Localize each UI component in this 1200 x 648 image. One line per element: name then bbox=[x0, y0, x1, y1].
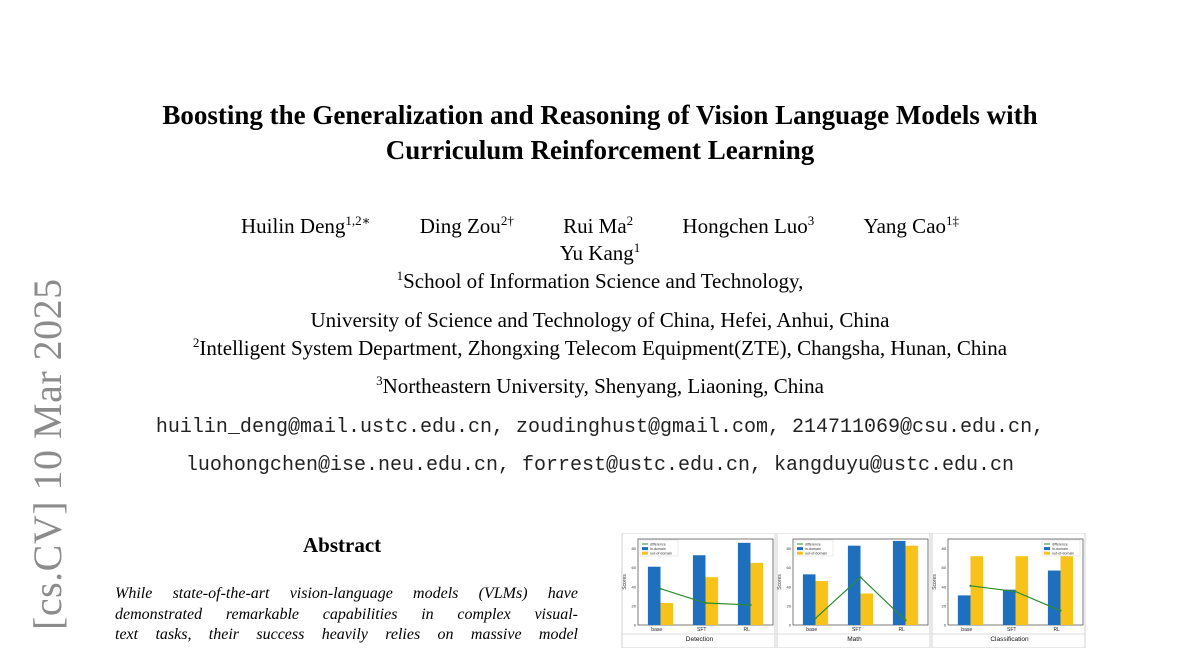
title-line-2: Curriculum Reinforcement Learning bbox=[385, 135, 815, 165]
difference-point bbox=[1014, 590, 1016, 592]
x-tick-label: RL bbox=[898, 627, 905, 633]
bar-in-domain bbox=[1048, 571, 1061, 625]
bar-in-domain bbox=[893, 541, 906, 625]
bar-in-domain bbox=[803, 574, 816, 625]
legend-label: difference bbox=[650, 542, 666, 547]
author-name: Rui Ma bbox=[563, 214, 627, 238]
affiliation-text: School of Information Science and Technology, bbox=[403, 269, 804, 293]
difference-point bbox=[814, 617, 816, 619]
bar-out-of-domain bbox=[706, 577, 719, 625]
bar-in-domain bbox=[1003, 590, 1016, 625]
x-tick-label: RL bbox=[1053, 627, 1060, 633]
x-tick-label: SFT bbox=[1006, 627, 1017, 633]
title-line-1: Boosting the Generalization and Reasoning of Vision Language Models with bbox=[162, 100, 1038, 130]
legend-label: out-of-domain bbox=[1052, 551, 1075, 556]
legend-label: out-of-domain bbox=[650, 551, 673, 556]
y-tick-label: 20 bbox=[941, 603, 946, 609]
y-tick-label: 80 bbox=[941, 546, 946, 552]
y-tick-label: 0 bbox=[788, 622, 791, 628]
bar-in-domain bbox=[738, 543, 751, 625]
difference-point bbox=[704, 602, 706, 604]
affiliation-marker: 2 bbox=[192, 335, 200, 350]
legend-label: in-domain bbox=[650, 546, 666, 551]
author bbox=[563, 213, 633, 240]
legend-label: difference bbox=[1052, 542, 1068, 547]
author bbox=[864, 213, 959, 240]
legend-label: in-domain bbox=[805, 546, 821, 551]
legend-swatch bbox=[797, 547, 803, 550]
y-tick-label: 80 bbox=[786, 546, 791, 552]
author-marker: 2† bbox=[500, 213, 514, 228]
difference-point bbox=[1059, 610, 1061, 612]
author bbox=[241, 213, 371, 240]
difference-point bbox=[969, 585, 971, 587]
legend-label: out-of-domain bbox=[805, 551, 828, 556]
author-list bbox=[0, 213, 1200, 267]
bar-in-domain bbox=[848, 546, 861, 625]
affiliation-marker: 1 bbox=[396, 268, 404, 283]
affiliation-1 bbox=[0, 268, 1200, 295]
y-tick-label: 40 bbox=[941, 584, 946, 590]
author-row-1 bbox=[0, 213, 1200, 240]
panel-title: Math bbox=[847, 636, 862, 643]
bar-out-of-domain bbox=[1016, 556, 1029, 625]
author-marker: 2 bbox=[626, 213, 634, 228]
affiliation-text: Intelligent System Department, Zhongxing Telecom Equipment(ZTE), Changsha, Hunan, China bbox=[199, 336, 1008, 360]
bar-out-of-domain bbox=[1061, 556, 1074, 625]
panel-title: Classification bbox=[990, 636, 1029, 643]
paper-title bbox=[0, 98, 1200, 168]
author bbox=[682, 213, 814, 240]
bar-in-domain bbox=[693, 555, 706, 625]
affiliation-3 bbox=[0, 373, 1200, 400]
affiliation-marker: 3 bbox=[376, 373, 383, 388]
legend-swatch bbox=[642, 552, 648, 555]
bar-chart-panels bbox=[621, 533, 1086, 648]
author-name: Huilin Deng bbox=[240, 214, 346, 238]
difference-point bbox=[904, 619, 906, 621]
bar-out-of-domain bbox=[661, 603, 674, 625]
abstract-line: text tasks, their success heavily relies on massive model bbox=[115, 626, 578, 643]
email-line-1: huilin_deng@mail.ustc.edu.cn, zoudinghust@gmail.com, 214711069@csu.edu.cn, bbox=[155, 416, 1045, 439]
author bbox=[420, 213, 514, 240]
y-axis-label: Scores bbox=[932, 574, 938, 590]
email-line-2: luohongchen@ise.neu.edu.cn, forrest@ustc.edu.cn, kangduyu@ustc.edu.cn bbox=[185, 454, 1015, 477]
difference-point bbox=[749, 604, 751, 606]
y-tick-label: 60 bbox=[786, 565, 791, 571]
affiliation-text: Northeastern University, Shenyang, Liaoning, China bbox=[382, 374, 824, 398]
author bbox=[560, 241, 641, 265]
author-name: Yang Cao bbox=[863, 214, 947, 238]
author-marker: 3 bbox=[807, 213, 815, 228]
x-tick-label: base bbox=[806, 627, 818, 633]
arxiv-identifier: [cs.CV] 10 Mar 2025 bbox=[25, 278, 70, 630]
author-name: Ding Zou bbox=[419, 214, 501, 238]
legend-swatch bbox=[797, 552, 803, 555]
abstract-line: While state-of-the-art vision-language models (VLMs) have bbox=[115, 585, 578, 602]
abstract-line: demonstrated remarkable capabilities in complex visual- bbox=[115, 605, 578, 623]
legend-swatch bbox=[642, 547, 648, 550]
abstract-heading: Abstract bbox=[303, 533, 382, 557]
x-tick-label: RL bbox=[743, 627, 750, 633]
y-tick-label: 20 bbox=[631, 603, 636, 609]
x-tick-label: base bbox=[961, 627, 973, 633]
y-tick-label: 60 bbox=[941, 565, 946, 571]
author-marker: 1,2∗ bbox=[345, 213, 371, 228]
bar-out-of-domain bbox=[816, 581, 829, 625]
affiliation-2 bbox=[0, 335, 1200, 362]
teaser-figure bbox=[621, 533, 1086, 648]
abstract-body bbox=[115, 584, 578, 646]
legend-label: difference bbox=[805, 542, 821, 547]
y-tick-label: 40 bbox=[631, 584, 636, 590]
y-tick-label: 40 bbox=[786, 584, 791, 590]
x-tick-label: base bbox=[651, 627, 663, 633]
y-tick-label: 0 bbox=[943, 622, 946, 628]
y-tick-label: 0 bbox=[633, 622, 636, 628]
bar-out-of-domain bbox=[861, 593, 874, 625]
legend-swatch bbox=[1044, 552, 1050, 555]
y-axis-label: Scores bbox=[777, 574, 783, 590]
author-name: Yu Kang bbox=[559, 241, 634, 265]
author-marker: 1 bbox=[633, 240, 641, 255]
bar-in-domain bbox=[648, 567, 661, 625]
bar-out-of-domain bbox=[906, 546, 919, 625]
x-tick-label: SFT bbox=[696, 627, 707, 633]
bar-in-domain bbox=[958, 595, 971, 625]
legend-label: in-domain bbox=[1052, 546, 1068, 551]
y-tick-label: 20 bbox=[786, 603, 791, 609]
panel-title: Detection bbox=[685, 636, 714, 643]
y-tick-label: 60 bbox=[631, 565, 636, 571]
author-marker: 1‡ bbox=[946, 213, 960, 228]
author-name: Hongchen Luo bbox=[682, 214, 808, 238]
y-tick-label: 80 bbox=[631, 546, 636, 552]
affiliation-1-continued: University of Science and Technology of China, Hefei, Anhui, China bbox=[310, 308, 890, 332]
y-axis-label: Scores bbox=[622, 574, 628, 590]
legend-swatch bbox=[1044, 547, 1050, 550]
bar-out-of-domain bbox=[751, 563, 764, 625]
difference-point bbox=[659, 588, 661, 590]
difference-point bbox=[859, 576, 861, 578]
x-tick-label: SFT bbox=[851, 627, 862, 633]
author-row-2 bbox=[0, 240, 1200, 267]
bar-out-of-domain bbox=[971, 556, 984, 625]
